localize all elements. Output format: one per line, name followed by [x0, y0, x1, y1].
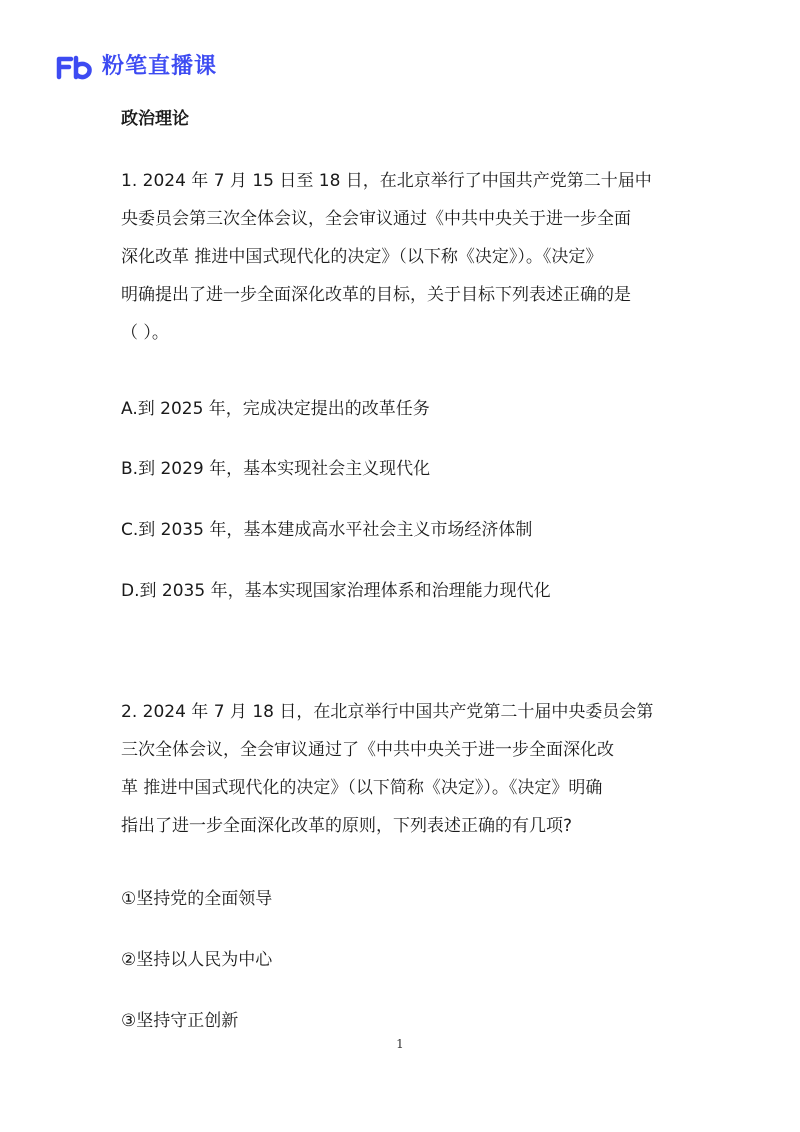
question-1-line: 深化改革 推进中国式现代化的决定》（以下称《决定》）。《决定》 — [121, 247, 603, 267]
question-2-line: 三次全体会议，全会审议通过了《中共中央关于进一步全面深化改 — [121, 740, 614, 760]
question-2-line: 指出了进一步全面深化改革的原则，下列表述正确的有几项? — [121, 816, 573, 836]
question-2-stem — [121, 693, 681, 845]
question-1-option-a: A.到 2025 年，完成决定提出的改革任务 — [121, 399, 430, 419]
question-2-item-2: ②坚持以人民为中心 — [121, 950, 273, 970]
question-1-stem — [121, 162, 681, 352]
fb-logo-icon — [56, 54, 94, 80]
question-1-line: 央委员会第三次全体会议，全会审议通过《中共中央关于进一步全面 — [121, 209, 631, 229]
question-1-line: （ ）。 — [121, 323, 169, 343]
brand-name: 粉笔直播课 — [102, 54, 218, 79]
question-1-option-c: C.到 2035 年，基本建成高水平社会主义市场经济体制 — [121, 520, 533, 540]
question-1-line: 1. 2024 年 7 月 15 日至 18 日，在北京举行了中国共产党第二十届中 — [121, 171, 652, 191]
question-1-line: 明确提出了进一步全面深化改革的目标，关于目标下列表述正确的是 — [121, 285, 631, 305]
question-2-item-1: ①坚持党的全面领导 — [121, 889, 273, 909]
question-1-option-d: D.到 2035 年，基本实现国家治理体系和治理能力现代化 — [121, 581, 551, 601]
question-2-line: 革 推进中国式现代化的决定》（以下简称《决定》）。《决定》明确 — [121, 778, 603, 798]
brand-logo — [56, 52, 217, 82]
question-1-option-b: B.到 2029 年，基本实现社会主义现代化 — [121, 459, 431, 479]
question-2-item-3: ③坚持守正创新 — [121, 1011, 239, 1031]
question-2-line: 2. 2024 年 7 月 18 日，在北京举行中国共产党第二十届中央委员会第 — [121, 702, 654, 722]
section-title: 政治理论 — [121, 109, 189, 129]
page-number: 1 — [396, 1037, 404, 1051]
